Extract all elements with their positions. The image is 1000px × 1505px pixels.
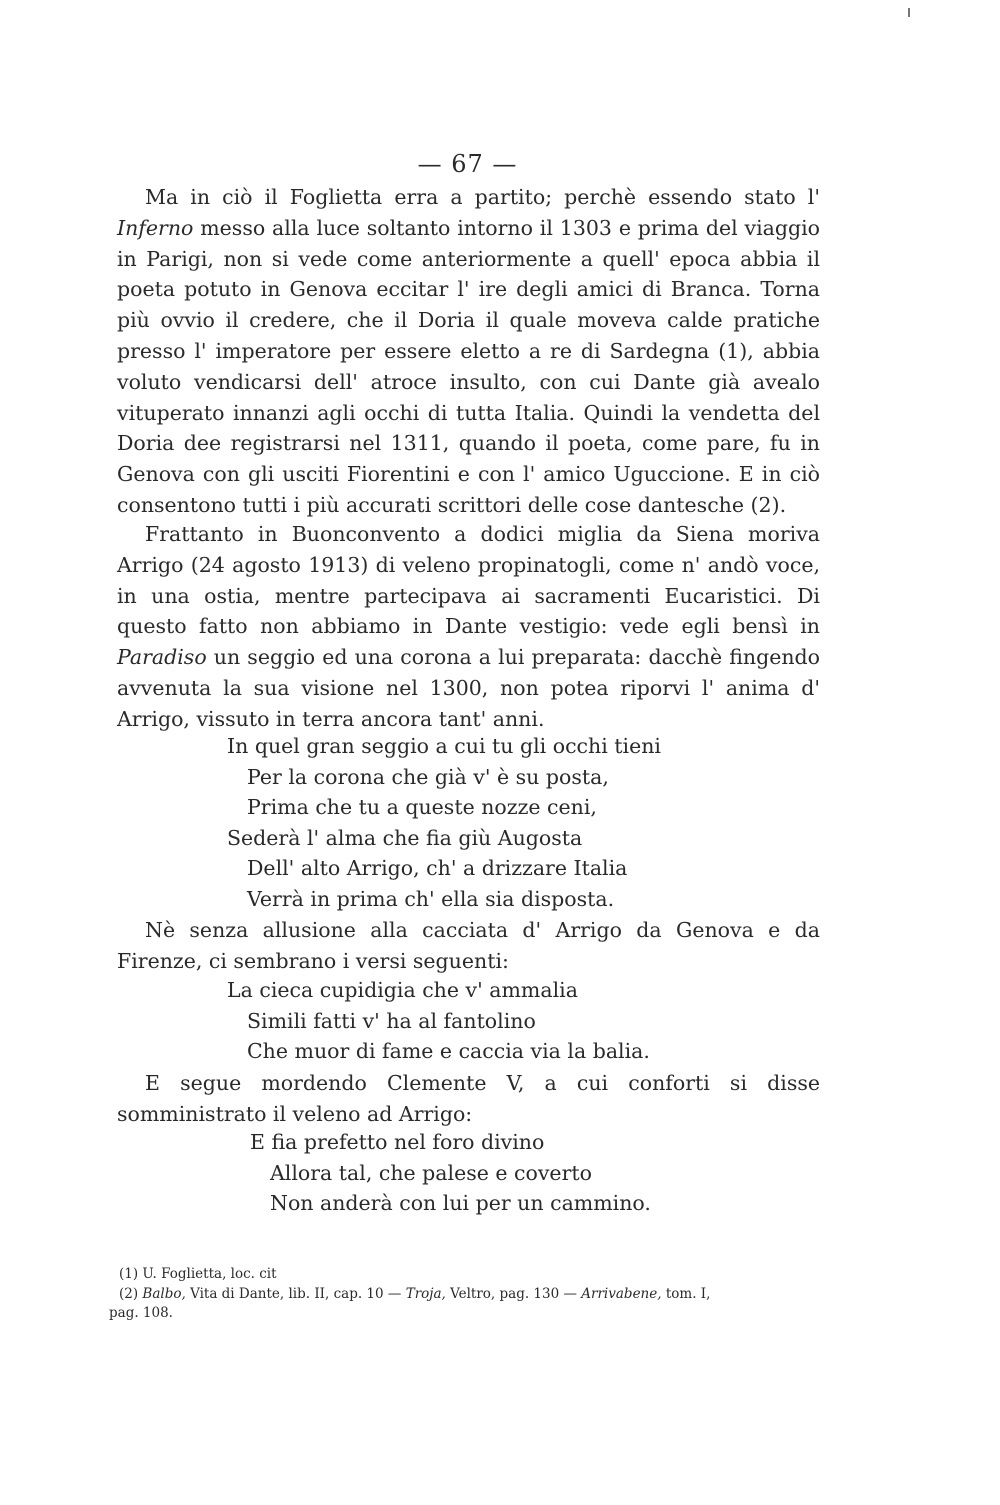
paragraph-4 [117, 1068, 820, 1130]
verse-block-2 [227, 975, 650, 1067]
paragraph-4-text: E segue mordendo Clemente V, a cui conforti si disse somministrato il veleno ad Arrigo: [117, 1071, 820, 1126]
paragraph-2-after: un seggio ed una corona a lui preparata: dacchè fingendo avvenuta la sua visione nel 1300, non potea riporvi l' anima d' Arrigo, vissuto in terra ancora tant' anni. [117, 645, 820, 731]
footnote-2-author-2: Troja, [405, 1285, 446, 1302]
footnote-2-author-3: Arrivabene, [581, 1285, 662, 1302]
verse-line: Non anderà con lui per un cammino. [270, 1191, 651, 1215]
verse-line: Simili fatti v' ha al fantolino [247, 1008, 536, 1033]
footnote-1 [115, 1265, 835, 1285]
verse-line: Prima che tu a queste nozze ceni, [247, 795, 597, 819]
footnotes [109, 1265, 835, 1324]
paragraph-1-text [117, 182, 820, 521]
paragraph-1-after: messo alla luce soltanto intorno il 1303 e prima del viaggio in Parigi, non si vede come anteriormente a quell' epoca abbia il poeta potuto in Genova eccitar l' ire degli amici di Branca. Torna più ovvio il credere, che il Doria il quale moveva calde pratiche presso l' imperatore per essere eletto a re di Sardegna (1), abbia voluto vendicarsi dell' atroce insulto, con cui Dante già avealo vituperato innanzi agli occhi di tutta Italia. Quindi la vendetta del Doria dee registrarsi nel 1311, quando il poeta, come pare, fu in Genova con gli usciti Fiorentini e con l' amico Uguccione. E in ciò consentono tutti i più accurati scrittori delle cose dantesche (2). [117, 215, 820, 517]
paragraph-2 [117, 519, 820, 735]
verse-line: E fia prefetto nel foro divino [250, 1130, 545, 1154]
paragraph-3 [117, 915, 820, 977]
verse-line: Per la corona che già v' è su posta, [247, 764, 609, 789]
paragraph-3-text: Nè senza allusione alla cacciata d' Arrigo da Genova e da Firenze, ci sembrano i versi seguenti: [117, 918, 820, 973]
verse-line: Verrà in prima ch' ella sia disposta. [247, 886, 615, 911]
footnote-2-ref-1: Vita di Dante, lib. II, cap. 10 — [185, 1285, 406, 1302]
verse-line: In quel gran seggio a cui tu gli occhi tieni [227, 734, 661, 758]
footnote-2-ref-3: tom. I, [661, 1285, 711, 1302]
footnote-2-continuation: pag. 108. [109, 1305, 173, 1321]
paragraph-2-text [117, 519, 820, 735]
verse-line: Allora tal, che palese e coverto [270, 1160, 592, 1185]
page-number: — 67 — [417, 150, 518, 178]
paragraph-1 [117, 182, 820, 521]
footnote-2-ref-2: Veltro, pag. 130 — [445, 1285, 582, 1302]
verse-line: La cieca cupidigia che v' ammalia [227, 978, 578, 1002]
footnote-2-author-1: Balbo, [142, 1285, 186, 1302]
verse-line: Che muor di fame e caccia via la balia. [247, 1039, 650, 1063]
footnote-2-number: (2) [119, 1285, 139, 1302]
paragraph-1-before: Ma in ciò il Foglietta erra a partito; perchè essendo stato l' [145, 185, 820, 209]
footnote-1-number: (1) [119, 1266, 139, 1282]
paragraph-2-italic: Paradiso [117, 645, 207, 670]
verse-line: Sederà l' alma che fia giù Augosta [227, 825, 583, 850]
footnote-2 [115, 1285, 835, 1305]
verse-line: Dell' alto Arrigo, ch' a drizzare Italia [247, 856, 628, 880]
footnote-1-text: U. Foglietta, loc. cit [142, 1266, 277, 1282]
paragraph-2-before: Frattanto in Buonconvento a dodici miglia da Siena moriva Arrigo (24 agosto 1913) di veleno propinatogli, come n' andò voce, in una ostia, mentre partecipava ai sacramenti Eucaristici. Di questo fatto non abbiamo in Dante vestigio: vede egli bensì in [117, 522, 820, 639]
scan-speck [908, 8, 910, 17]
verse-block-3 [250, 1127, 651, 1219]
verse-block-1 [227, 731, 661, 914]
paragraph-1-italic: Inferno [117, 215, 194, 240]
